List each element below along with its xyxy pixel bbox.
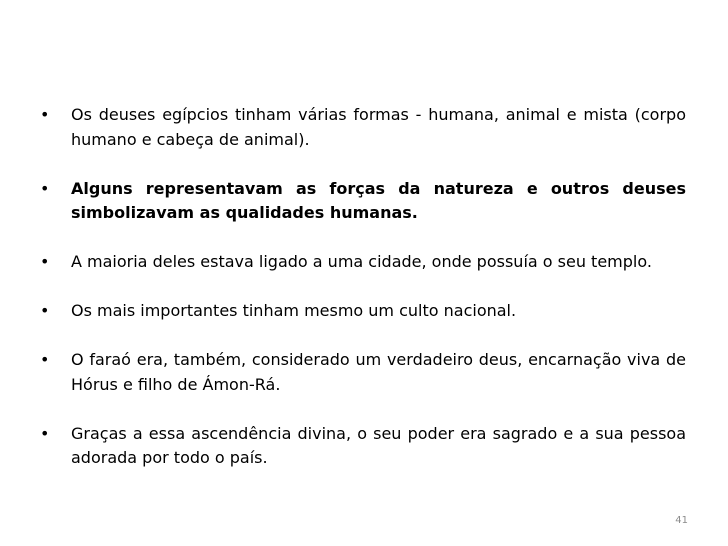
bullet-text: Os mais importantes tinham mesmo um culto nacional. [71,301,517,320]
bullet-text: Alguns representavam as forças da natureza e outros deuses simbolizavam as qualidades humanas. [71,178,686,222]
bullet-item-6 [40,422,686,471]
bullet-item-1 [40,103,686,152]
bullet-dot-icon: • [40,350,50,369]
bullet-item-2 [40,177,686,226]
page-number: 41 [675,515,688,526]
bullet-text: O faraó era, também, considerado um verdadeiro deus, encarnação viva de Hórus e filho de Ámon-Rá. [71,350,686,394]
bullet-text: Os deuses egípcios tinham várias formas - humana, animal e mista (corpo humano e cabeça de animal). [71,105,686,149]
bullet-dot-icon: • [40,252,50,271]
bullet-list [40,103,686,495]
bullet-dot-icon: • [40,178,50,198]
bullet-dot-icon: • [40,105,50,124]
bullet-item-4 [40,299,686,324]
bullet-item-3 [40,250,686,275]
bullet-item-5 [40,348,686,397]
bullet-dot-icon: • [40,423,50,443]
bullet-dot-icon: • [40,301,50,320]
bullet-text: A maioria deles estava ligado a uma cidade, onde possuía o seu templo. [71,252,652,271]
bullet-text: Graças a essa ascendência divina, o seu poder era sagrado e a sua pessoa adorada por todo o país. [71,423,686,467]
